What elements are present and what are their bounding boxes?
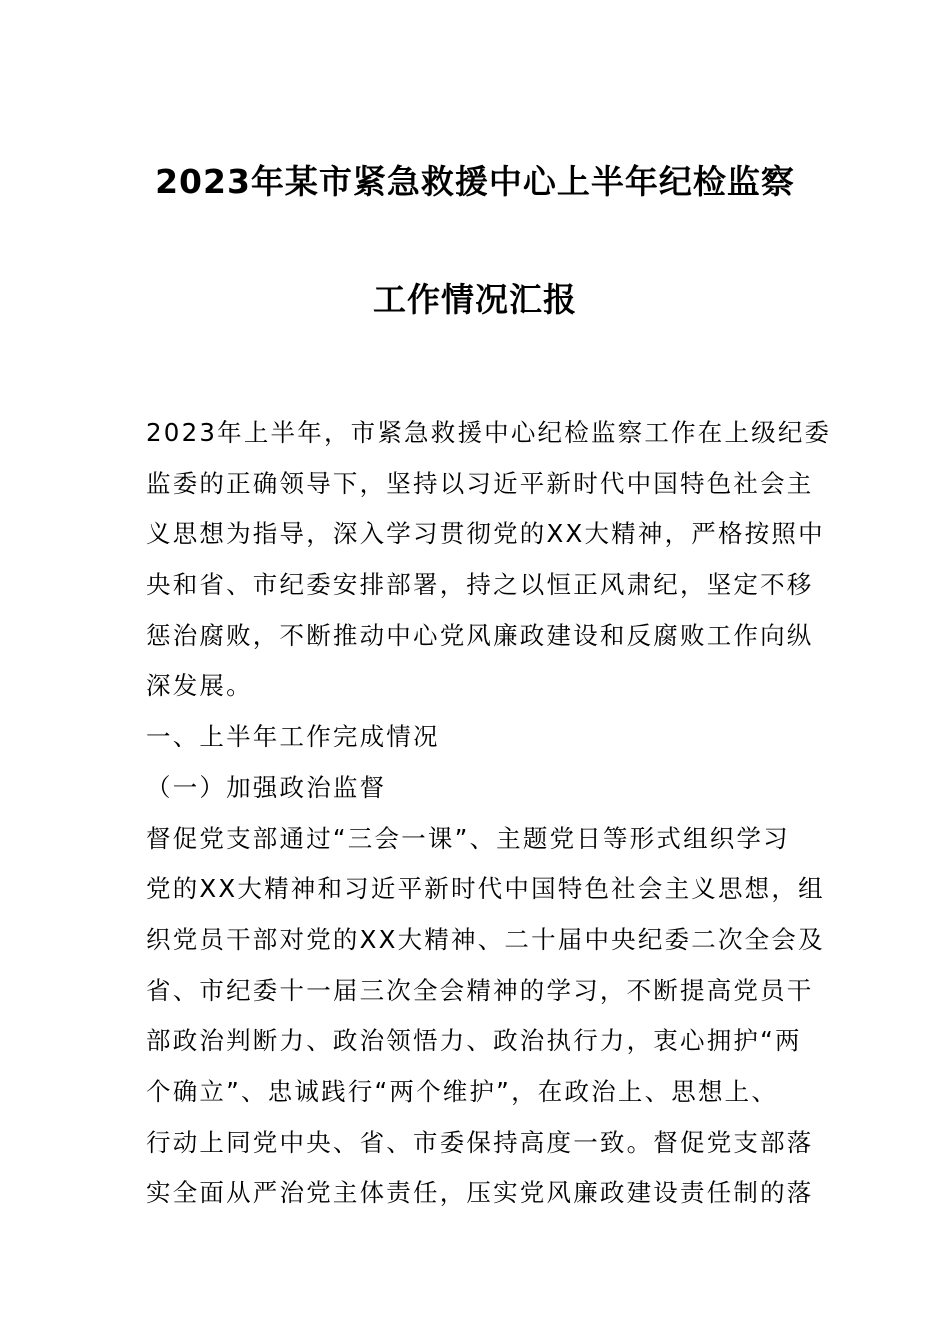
- body-line: 惩治腐败，不断推动中心党风廉政建设和反腐败工作向纵: [146, 620, 814, 650]
- body-line: 实全面从严治党主体责任，压实党风廉政建设责任制的落: [146, 1178, 814, 1208]
- body-line: 省、市纪委十一届三次全会精神的学习，不断提高党员干: [146, 975, 814, 1005]
- body-line: 党的XX大精神和习近平新时代中国特色社会主义思想，组: [146, 874, 825, 904]
- document-title-line-2: 工作情况汇报: [373, 280, 577, 319]
- subsection-heading: （一）加强政治监督: [146, 772, 387, 802]
- section-heading: 一、上半年工作完成情况: [146, 722, 440, 752]
- body-line: 央和省、市纪委安排部署，持之以恒正风肃纪，坚定不移: [146, 570, 814, 600]
- body-line: 部政治判断力、政治领悟力、政治执行力，衷心拥护“两: [146, 1026, 802, 1056]
- document-title-line-1: 2023年某市紧急救援中心上半年纪检监察: [155, 162, 795, 201]
- body-line: 织党员干部对党的XX大精神、二十届中央纪委二次全会及: [146, 924, 825, 954]
- body-line: 2023年上半年，市紧急救援中心纪检监察工作在上级纪委: [146, 418, 832, 447]
- body-line: 义思想为指导，深入学习贯彻党的XX大精神，严格按照中: [146, 519, 825, 549]
- body-line: 监委的正确领导下，坚持以习近平新时代中国特色社会主: [146, 468, 814, 498]
- body-line: 督促党支部通过“三会一课”、主题党日等形式组织学习: [146, 823, 790, 853]
- body-line: 个确立”、忠诚践行“两个维护”，在政治上、思想上、: [146, 1076, 779, 1106]
- body-line: 深发展。: [146, 671, 253, 701]
- body-line: 行动上同党中央、省、市委保持高度一致。督促党支部落: [146, 1127, 814, 1157]
- document-body: [146, 408, 832, 1219]
